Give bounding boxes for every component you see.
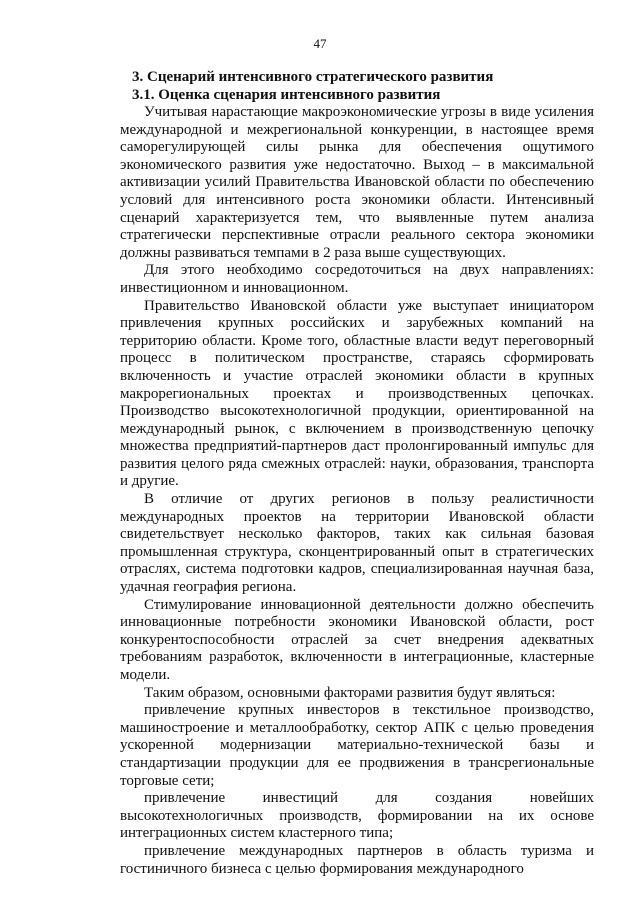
paragraph: В отличие от других регионов в пользу реалистичности международных проектов на территории Ивановской области свидетельствует несколько факторов, таких как сильная базовая промышленная структура, сконцентрированный опыт в стратегических отраслях, система подготовки кадров, специализированная научная база, удачная география региона. bbox=[120, 491, 594, 596]
subsection-heading: 3.1. Оценка сценария интенсивного развития bbox=[132, 87, 441, 103]
paragraph: Для этого необходимо сосредоточиться на двух направлениях: инвестиционном и инновационном. bbox=[120, 262, 594, 296]
paragraph: Таким образом, основными факторами развития будут являться: bbox=[144, 684, 556, 701]
list-paragraph: привлечение международных партнеров в область туризма и гостиничного бизнеса с целью формирования международного bbox=[120, 842, 594, 877]
list-paragraph: привлечение крупных инвесторов в текстильное производство, машиностроение и металлообработку, сектор АПК с целью проведения ускоренной модернизации материально-технической базы и стандартизации продукции для ее продвижения в трансрегиональные торговые сети; bbox=[120, 702, 594, 789]
paragraph: Стимулирование инновационной деятельности должно обеспечить инновационные потребности экономики Ивановской области, рост конкурентоспособности отраслей за счет внедрения адекватных требованиям разработок, включенности в интеграционные, кластерные модели. bbox=[120, 596, 594, 683]
list-paragraph: привлечение инвестиций для создания новейших высокотехнологичных производств, формировании на их основе интеграционных систем кластерного типа; bbox=[120, 790, 594, 842]
page-number: 47 bbox=[313, 36, 327, 51]
section-heading: 3. Сценарий интенсивного стратегического развития bbox=[132, 69, 494, 85]
paragraph: Учитывая нарастающие макроэкономические угрозы в виде усиления международной и межрегиональной конкуренции, в настоящее время саморегулирующей силы рынка для обеспечения ощутимого экономического развития уже недостаточно. Выход – в максимальной активизации усилий Правительства Ивановской области по обеспечению условий для интенсивного роста экономики области. Интенсивный сценарий характеризуется тем, что выявленные путем анализа стратегически перспективные отрасли реального сектора экономики должны развиваться темпами в 2 раза выше существующих. bbox=[120, 104, 594, 261]
paragraph: Правительство Ивановской области уже выступает инициатором привлечения крупных российских и зарубежных компаний на территорию области. Кроме того, областные власти ведут переговорный процесс в политическом пространстве, стараясь сформировать включенность и участие отраслей экономики области в крупных макрорегиональных проектах и производственных цепочках. Производство высокотехнологичной продукции, ориентированной на международный рынок, с включением в производственную цепочку множества предприятий-партнеров даст пролонгированный импульс для развития целого ряда смежных отраслей: науки, образования, транспорта и другие. bbox=[120, 297, 594, 490]
page-content bbox=[120, 68, 594, 878]
body-text bbox=[120, 104, 594, 878]
